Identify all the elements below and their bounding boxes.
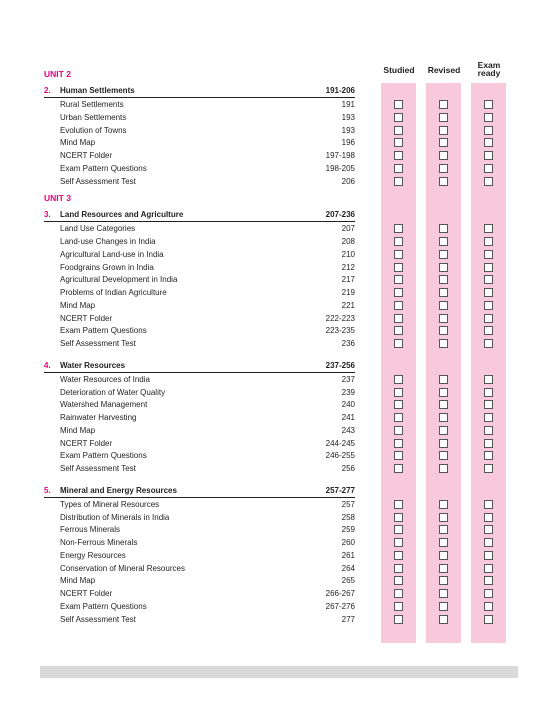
topic-title: Mind Map [60, 576, 96, 586]
topic-title: Foodgrains Grown in India [60, 262, 154, 272]
revised-checkbox[interactable] [439, 615, 448, 624]
footer-bar [40, 666, 518, 678]
revised-checkbox[interactable] [439, 224, 448, 233]
revised-checkbox[interactable] [439, 138, 448, 147]
revised-checkbox[interactable] [439, 263, 448, 272]
exam-ready-checkbox[interactable] [484, 237, 493, 246]
chapter-title: Human Settlements [60, 86, 135, 95]
topic-row [44, 550, 355, 562]
topic-row [44, 512, 355, 524]
chapter-pages: 191-206 [325, 86, 355, 95]
topic-page: 256 [341, 464, 355, 473]
topic-title: Problems of Indian Agriculture [60, 288, 167, 297]
topic-title: Exam Pattern Questions [60, 163, 147, 173]
exam-ready-checkbox[interactable] [484, 151, 493, 160]
topic-page: 219 [341, 288, 355, 297]
revised-checkbox[interactable] [439, 237, 448, 246]
studied-checkbox[interactable] [394, 288, 403, 297]
topic-title: Conservation of Mineral Resources [60, 563, 185, 573]
studied-checkbox[interactable] [394, 275, 403, 284]
topic-row [44, 374, 355, 386]
topic-row [44, 112, 355, 124]
exam-ready-checkbox[interactable] [484, 564, 493, 573]
topic-row [44, 450, 355, 462]
topic-title: Types of Mineral Resources [60, 499, 160, 509]
topic-row [44, 125, 355, 137]
exam-ready-checkbox[interactable] [484, 126, 493, 135]
revised-checkbox[interactable] [439, 314, 448, 323]
revised-checkbox[interactable] [439, 513, 448, 522]
unit-label: UNIT 3 [44, 193, 71, 204]
studied-checkbox[interactable] [394, 400, 403, 409]
studied-checkbox[interactable] [394, 177, 403, 186]
topic-title: Rainwater Harvesting [60, 413, 137, 422]
topic-title: Land-use Changes in India [60, 237, 156, 246]
revised-checkbox[interactable] [439, 250, 448, 259]
topic-title: Agricultural Land-use in India [60, 249, 164, 259]
topic-page: 193 [341, 112, 355, 122]
exam-ready-checkbox[interactable] [484, 224, 493, 233]
revised-checkbox[interactable] [439, 589, 448, 598]
topic-title: Land Use Categories [60, 224, 136, 234]
exam-ready-header [470, 61, 508, 77]
revised-checkbox[interactable] [439, 564, 448, 573]
chapter-number: 2. [44, 86, 51, 95]
exam-ready-checkbox[interactable] [484, 177, 493, 186]
studied-checkbox[interactable] [394, 301, 403, 310]
studied-checkbox[interactable] [394, 339, 403, 348]
topic-row [44, 300, 355, 312]
exam-ready-checkbox[interactable] [484, 451, 493, 460]
studied-checkbox[interactable] [394, 589, 403, 598]
exam-ready-checkbox[interactable] [484, 551, 493, 560]
topic-title: Mind Map [60, 138, 96, 148]
topic-row [44, 588, 355, 600]
revised-checkbox[interactable] [439, 113, 448, 122]
studied-checkbox[interactable] [394, 451, 403, 460]
studied-checkbox[interactable] [394, 513, 403, 522]
topic-title: Non-Ferrous Minerals [60, 538, 138, 547]
exam-ready-checkbox[interactable] [484, 615, 493, 624]
revised-checkbox[interactable] [439, 576, 448, 585]
chapter-row [44, 360, 355, 373]
exam-ready-checkbox[interactable] [484, 250, 493, 259]
revised-checkbox[interactable] [439, 413, 448, 422]
exam-ready-checkbox[interactable] [484, 388, 493, 397]
revised-header: Revised [427, 65, 461, 75]
exam-ready-checkbox[interactable] [484, 301, 493, 310]
chapter-number: 5. [44, 485, 51, 495]
studied-checkbox[interactable] [394, 576, 403, 585]
revised-checkbox[interactable] [439, 525, 448, 534]
exam-ready-checkbox[interactable] [484, 164, 493, 173]
studied-checkbox[interactable] [394, 224, 403, 233]
studied-header: Studied [383, 65, 415, 75]
topic-row [44, 614, 355, 626]
topic-title: Exam Pattern Questions [60, 451, 147, 461]
topic-title: Water Resources of India [60, 374, 150, 384]
topic-title: Mind Map [60, 425, 96, 435]
chapter-pages: 237-256 [325, 360, 355, 370]
exam-ready-checkbox[interactable] [484, 602, 493, 611]
studied-checkbox[interactable] [394, 426, 403, 435]
studied-checkbox[interactable] [394, 263, 403, 272]
topic-row [44, 399, 355, 411]
topic-row [44, 338, 355, 350]
topic-page: 193 [341, 125, 355, 135]
studied-checkbox[interactable] [394, 151, 403, 160]
topic-title: NCERT Folder [60, 438, 113, 448]
topic-title: NCERT Folder [60, 313, 113, 323]
topic-page: 267-276 [325, 601, 355, 611]
topic-page: 244-245 [325, 438, 355, 448]
studied-checkbox[interactable] [394, 250, 403, 259]
exam-ready-checkbox[interactable] [484, 275, 493, 284]
topic-title: Self Assessment Test [60, 464, 136, 473]
topic-row [44, 163, 355, 175]
revised-checkbox[interactable] [439, 464, 448, 473]
topic-row [44, 563, 355, 575]
chapter-row [44, 209, 355, 222]
topic-title: Self Assessment Test [60, 176, 136, 186]
topic-page: 198-205 [325, 163, 355, 173]
topic-row [44, 499, 355, 511]
chapter-number: 3. [44, 210, 51, 220]
revised-checkbox[interactable] [439, 326, 448, 335]
studied-checkbox[interactable] [394, 413, 403, 422]
revised-checkbox[interactable] [439, 375, 448, 384]
exam-ready-checkbox[interactable] [484, 500, 493, 509]
topic-page: 221 [341, 300, 355, 310]
topic-page: 222-223 [325, 313, 355, 323]
studied-checkbox[interactable] [394, 314, 403, 323]
chapter-pages: 207-236 [325, 210, 355, 220]
topic-row [44, 236, 355, 248]
topic-row [44, 176, 355, 188]
topic-page: 237 [341, 374, 355, 384]
topic-page: 212 [341, 262, 355, 272]
exam-ready-checkbox[interactable] [484, 538, 493, 547]
revised-checkbox[interactable] [439, 439, 448, 448]
chapter-title: Water Resources [60, 360, 126, 370]
topic-row [44, 274, 355, 286]
studied-checkbox[interactable] [394, 500, 403, 509]
topic-page: 239 [341, 387, 355, 397]
studied-checkbox[interactable] [394, 164, 403, 173]
topic-page: 259 [341, 525, 355, 535]
studied-checkbox[interactable] [394, 464, 403, 473]
revised-checkbox[interactable] [439, 400, 448, 409]
topic-row [44, 99, 355, 111]
studied-checkbox[interactable] [394, 551, 403, 560]
revised-checkbox[interactable] [439, 275, 448, 284]
topic-page: 206 [341, 176, 355, 186]
exam-ready-label: Exam ready [477, 60, 501, 78]
studied-checkbox[interactable] [394, 100, 403, 109]
topic-page: 246-255 [325, 451, 355, 461]
exam-ready-checkbox[interactable] [484, 326, 493, 335]
topic-row [44, 387, 355, 399]
exam-ready-checkbox[interactable] [484, 288, 493, 297]
exam-ready-checkbox[interactable] [484, 339, 493, 348]
revised-checkbox[interactable] [439, 339, 448, 348]
topic-title: NCERT Folder [60, 589, 113, 598]
topic-row [44, 524, 355, 536]
revised-checkbox[interactable] [439, 126, 448, 135]
studied-checkbox[interactable] [394, 564, 403, 573]
exam-ready-checkbox[interactable] [484, 439, 493, 448]
unit-label: UNIT 2 [44, 69, 71, 79]
topic-page: 240 [341, 400, 355, 410]
topic-page: 223-235 [325, 326, 355, 336]
topic-row [44, 249, 355, 261]
topic-row [44, 412, 355, 424]
studied-checkbox[interactable] [394, 439, 403, 448]
topic-row [44, 425, 355, 437]
topic-title: Agricultural Development in India [60, 275, 178, 285]
topic-page: 191 [341, 100, 355, 109]
revised-checkbox[interactable] [439, 177, 448, 186]
exam-ready-checkbox[interactable] [484, 576, 493, 585]
topic-page: 236 [341, 339, 355, 348]
exam-ready-checkbox[interactable] [484, 375, 493, 384]
topic-row [44, 575, 355, 587]
exam-ready-checkbox[interactable] [484, 525, 493, 534]
studied-checkbox[interactable] [394, 525, 403, 534]
revised-checkbox[interactable] [439, 288, 448, 297]
exam-ready-checkbox[interactable] [484, 400, 493, 409]
exam-ready-checkbox[interactable] [484, 513, 493, 522]
studied-checkbox[interactable] [394, 375, 403, 384]
chapter-number: 4. [44, 360, 51, 370]
topic-page: 196 [341, 138, 355, 148]
topic-page: 261 [341, 550, 355, 560]
studied-checkbox[interactable] [394, 126, 403, 135]
topic-page: 258 [341, 512, 355, 522]
exam-ready-checkbox[interactable] [484, 413, 493, 422]
chapter-pages: 257-277 [325, 485, 355, 495]
topic-row [44, 137, 355, 149]
topic-row [44, 601, 355, 613]
topic-page: 207 [341, 224, 355, 234]
exam-ready-checkbox[interactable] [484, 426, 493, 435]
revised-checkbox[interactable] [439, 301, 448, 310]
revised-checkbox[interactable] [439, 500, 448, 509]
topic-title: Exam Pattern Questions [60, 601, 147, 611]
topic-page: 241 [341, 413, 355, 422]
topic-page: 277 [341, 614, 355, 624]
topic-row [44, 287, 355, 299]
revised-checkbox[interactable] [439, 151, 448, 160]
revised-checkbox[interactable] [439, 551, 448, 560]
chapter-title: Mineral and Energy Resources [60, 485, 177, 495]
topic-page: 266-267 [325, 589, 355, 598]
studied-checkbox[interactable] [394, 113, 403, 122]
topic-title: Exam Pattern Questions [60, 326, 147, 336]
topic-page: 265 [341, 576, 355, 586]
topic-page: 243 [341, 425, 355, 435]
topic-title: Energy Resources [60, 550, 126, 560]
topic-page: 208 [341, 237, 355, 246]
chapter-row [44, 485, 355, 498]
topic-page: 210 [341, 249, 355, 259]
topic-title: NCERT Folder [60, 151, 113, 160]
studied-checkbox[interactable] [394, 388, 403, 397]
revised-checkbox[interactable] [439, 451, 448, 460]
studied-checkbox[interactable] [394, 615, 403, 624]
topic-title: Ferrous Minerals [60, 525, 121, 535]
revised-checkbox[interactable] [439, 602, 448, 611]
topic-page: 197-198 [325, 151, 355, 160]
topic-title: Urban Settlements [60, 112, 127, 122]
topic-title: Distribution of Minerals in India [60, 512, 170, 522]
exam-ready-checkbox[interactable] [484, 113, 493, 122]
exam-ready-checkbox[interactable] [484, 314, 493, 323]
topic-row [44, 537, 355, 549]
exam-ready-checkbox[interactable] [484, 138, 493, 147]
topic-title: Self Assessment Test [60, 339, 136, 348]
topic-row [44, 325, 355, 337]
studied-checkbox[interactable] [394, 237, 403, 246]
topic-page: 264 [341, 563, 355, 573]
revised-checkbox[interactable] [439, 426, 448, 435]
exam-ready-checkbox[interactable] [484, 464, 493, 473]
topic-page: 260 [341, 538, 355, 547]
topic-title: Rural Settlements [60, 100, 124, 109]
topic-row [44, 313, 355, 325]
revised-checkbox[interactable] [439, 100, 448, 109]
topic-title: Self Assessment Test [60, 614, 136, 624]
topic-page: 217 [341, 275, 355, 285]
topic-page: 257 [341, 499, 355, 509]
topic-title: Deterioration of Water Quality [60, 387, 166, 397]
exam-ready-checkbox[interactable] [484, 589, 493, 598]
topic-row [44, 262, 355, 274]
exam-ready-checkbox[interactable] [484, 100, 493, 109]
topic-row [44, 150, 355, 162]
revised-checkbox[interactable] [439, 538, 448, 547]
topic-row [44, 223, 355, 235]
exam-ready-checkbox[interactable] [484, 263, 493, 272]
chapter-title: Land Resources and Agriculture [60, 210, 184, 220]
revised-checkbox[interactable] [439, 164, 448, 173]
studied-checkbox[interactable] [394, 602, 403, 611]
topic-title: Mind Map [60, 300, 96, 310]
studied-checkbox[interactable] [394, 538, 403, 547]
topic-row [44, 438, 355, 450]
revised-checkbox[interactable] [439, 388, 448, 397]
studied-checkbox[interactable] [394, 138, 403, 147]
studied-checkbox[interactable] [394, 326, 403, 335]
chapter-row [44, 85, 355, 98]
topic-title: Evolution of Towns [60, 125, 127, 135]
topic-title: Watershed Management [60, 400, 148, 410]
topic-row [44, 463, 355, 475]
